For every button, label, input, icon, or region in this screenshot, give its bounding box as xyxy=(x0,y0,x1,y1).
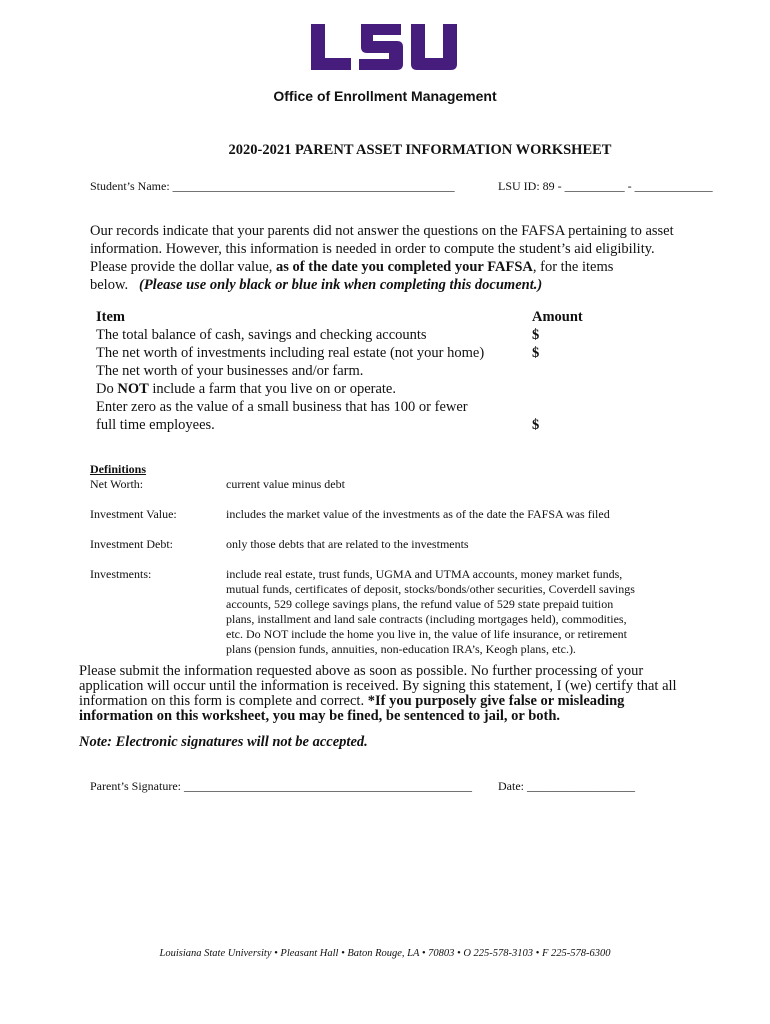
def-investments: Investments: include real estate, trust funds, UGMA and UTMA accounts, money market funds, mutual funds, certificates of deposit, stocks/bonds/other securities, Coverdell savings accounts, 529 college savings plans, the refund value of 529 state prepaid tuition plans, installment and land sale contracts (including mortgages held), commodities, etc. Do NOT include the home you live in, the value of life insurance, or retirement plans (pension funds, annuities, non-education IRA’s, Keogh plans, etc.). xyxy=(90,567,635,656)
intro-paragraph: Our records indicate that your parents did not answer the questions on the FAFSA pertaining to asset information. However, this information is needed in order to compute the student’s aid eligibility. Please provide the dollar value, as of the date you completed your FAFSA, for the items below. (Please use only black or blue ink when completing this document.) xyxy=(90,223,674,293)
amount-investments[interactable]: $ xyxy=(532,345,540,361)
date-field[interactable]: Date: __________________ xyxy=(498,779,635,793)
electronic-signature-note: Note: Electronic signatures will not be accepted. xyxy=(79,734,368,750)
amount-column xyxy=(532,308,612,434)
lsu-id-field[interactable]: LSU ID: 89 - __________ - _____________ xyxy=(498,179,713,193)
student-name-field[interactable]: Student’s Name: _______________________________________________ xyxy=(90,179,455,193)
amount-business[interactable]: $ xyxy=(532,417,540,433)
item-investments: The net worth of investments including real estate (not your home) xyxy=(96,345,485,361)
lsu-logo xyxy=(309,22,459,72)
footer-address: Louisiana State University • Pleasant Hall • Baton Rouge, LA • 70803 • O 225-578-3103 • F 225-578-6300 xyxy=(159,948,611,959)
amount-cash[interactable]: $ xyxy=(532,327,540,343)
parent-signature-field[interactable]: Parent’s Signature: ________________________________________________ xyxy=(90,779,472,793)
amount-header: Amount xyxy=(532,309,583,325)
item-business: The net worth of your businesses and/or farm. xyxy=(96,363,364,379)
office-name: Office of Enrollment Management xyxy=(273,88,497,104)
def-investment-value: Investment Value: includes the market value of the investments as of the date the FAFSA was filed xyxy=(90,507,610,521)
certification-paragraph: Please submit the information requested above as soon as possible. No further processing of your application will occur until the information is received. By signing this statement, I (we) certify that all information on this form is complete and correct. *If you purposely give false or misleading information on this worksheet, you may be fined, be sentenced to jail, or both. xyxy=(79,663,677,724)
definitions-heading: Definitions xyxy=(90,462,147,476)
item-small-business-note: Enter zero as the value of a small business that has 100 or fewer xyxy=(96,399,468,415)
item-farm-note: Do NOT include a farm that you live on or operate. xyxy=(96,381,396,397)
worksheet-title: 2020-2021 PARENT ASSET INFORMATION WORKSHEET xyxy=(228,142,612,158)
item-cash: The total balance of cash, savings and checking accounts xyxy=(96,327,427,343)
item-header: Item xyxy=(96,309,125,325)
def-investment-debt: Investment Debt: only those debts that are related to the investments xyxy=(90,537,469,551)
def-net-worth: Net Worth: current value minus debt xyxy=(90,477,345,491)
definitions xyxy=(90,462,690,657)
items-table: Item The total balance of cash, savings and checking accounts The net worth of investments including real estate (not your home) The net worth of your businesses and/or farm. Do NOT include a farm that you live on or operate. Enter zero as the value of a small business that has 100 or fewer full time employees. xyxy=(96,308,526,434)
